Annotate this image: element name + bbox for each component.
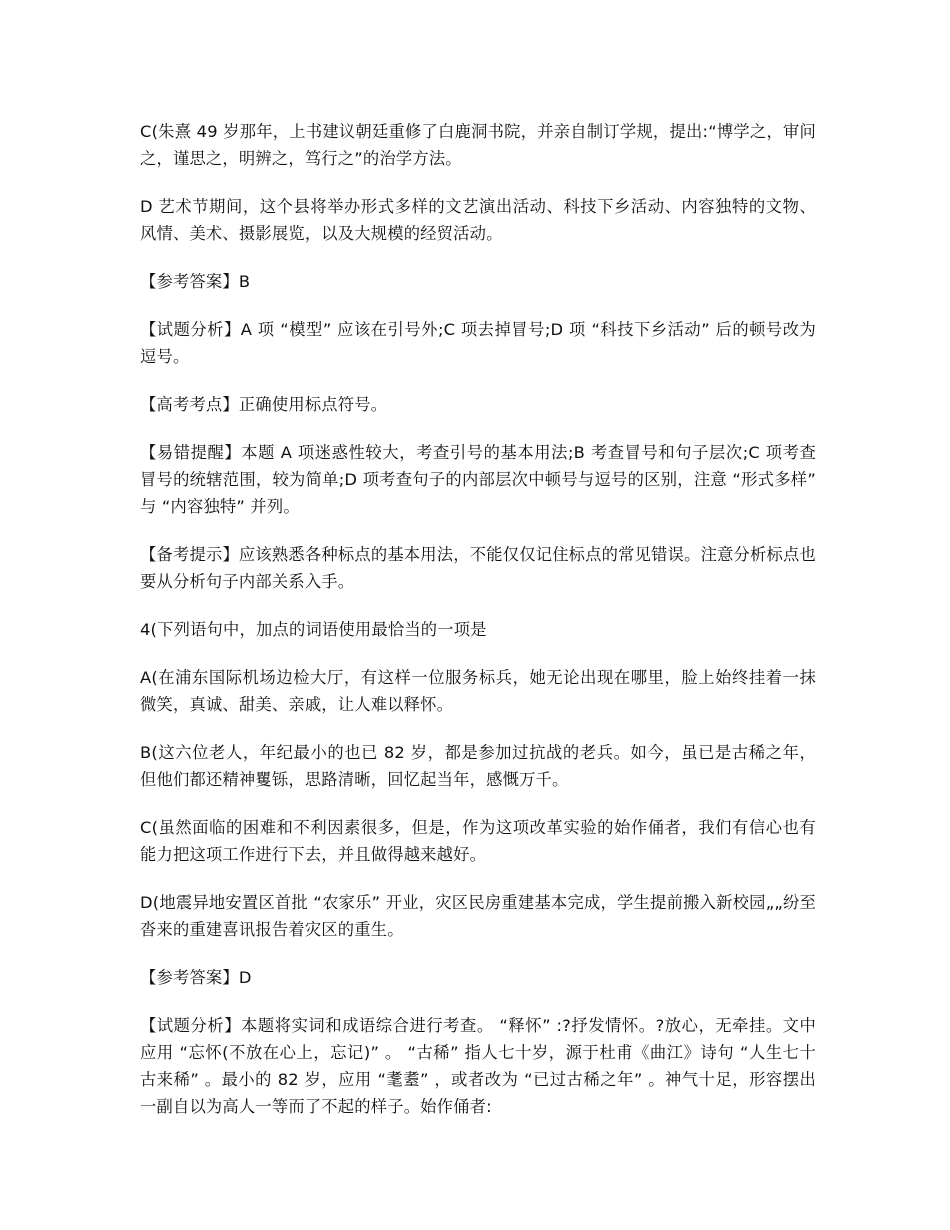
preparation-tip: 【备考提示】应该熟悉各种标点的基本用法，不能仅仅记住标点的常见错误。注意分析标点也要从分析句子内部关系入手。 (140, 545, 816, 591)
error-reminder: 【易错提醒】本题 A 项迷惑性较大，考查引号的基本用法;B 考查冒号和句子层次;C 项考查冒号的统辖范围，较为简单;D 项考查句子的内部层次中顿号与逗号的区别，注意 “形式多样” 与 “内容独特” 并列。 (140, 443, 816, 516)
document-page (140, 118, 816, 1141)
question-4-option-b: B(这六位老人，年纪最小的也已 82 岁，都是参加过抗战的老兵。如今，虽已是古稀之年，但他们都还精神矍铄，思路清晰，回忆起当年，感慨万千。 (140, 743, 816, 789)
option-d-paragraph: D 艺术节期间，这个县将举办形式多样的文艺演出活动、科技下乡活动、内容独特的文物、风情、美术、摄影展览，以及大规模的经贸活动。 (140, 197, 816, 243)
question-analysis: 【试题分析】A 项 “模型” 应该在引号外;C 项去掉冒号;D 项 “科技下乡活动” 后的顿号改为逗号。 (140, 320, 816, 366)
question-4-reference-answer: 【参考答案】D (140, 968, 252, 987)
question-4-option-d: D(地震异地安置区首批 “农家乐” 开业，灾区民房重建基本完成，学生提前搬入新校园„„纷至沓来的重建喜讯报告着灾区的重生。 (140, 893, 816, 939)
reference-answer: 【参考答案】B (140, 272, 251, 291)
option-c-paragraph: C(朱熹 49 岁那年，上书建议朝廷重修了白鹿洞书院，并亲自制订学规，提出:“博学之，审问之，谨思之，明辨之，笃行之”的治学方法。 (140, 122, 816, 168)
exam-point: 【高考考点】正确使用标点符号。 (140, 395, 388, 414)
question-4-stem: 4(下列语句中，加点的词语使用最恰当的一项是 (140, 620, 487, 639)
question-4-option-a: A(在浦东国际机场边检大厅，有这样一位服务标兵，她无论出现在哪里，脸上始终挂着一抹微笑，真诚、甜美、亲戚，让人难以释怀。 (140, 668, 816, 714)
question-4-option-c: C(虽然面临的困难和不利因素很多，但是，作为这项改革实验的始作俑者，我们有信心也有能力把这项工作进行下去，并且做得越来越好。 (140, 818, 816, 864)
question-4-analysis: 【试题分析】本题将实词和成语综合进行考查。 “释怀” :?抒发情怀。?放心，无牵挂。文中应用 “忘怀(不放在心上，忘记)” 。 “古稀” 指人七十岁，源于杜甫《曲江》诗句 “人生七十古来稀” 。最小的 82 岁，应用 “耄耋” ，或者改为 “已过古稀之年” 。神气十足，形容摆出一副自以为高人一等而了不起的样子。始作俑者: (140, 1016, 816, 1116)
